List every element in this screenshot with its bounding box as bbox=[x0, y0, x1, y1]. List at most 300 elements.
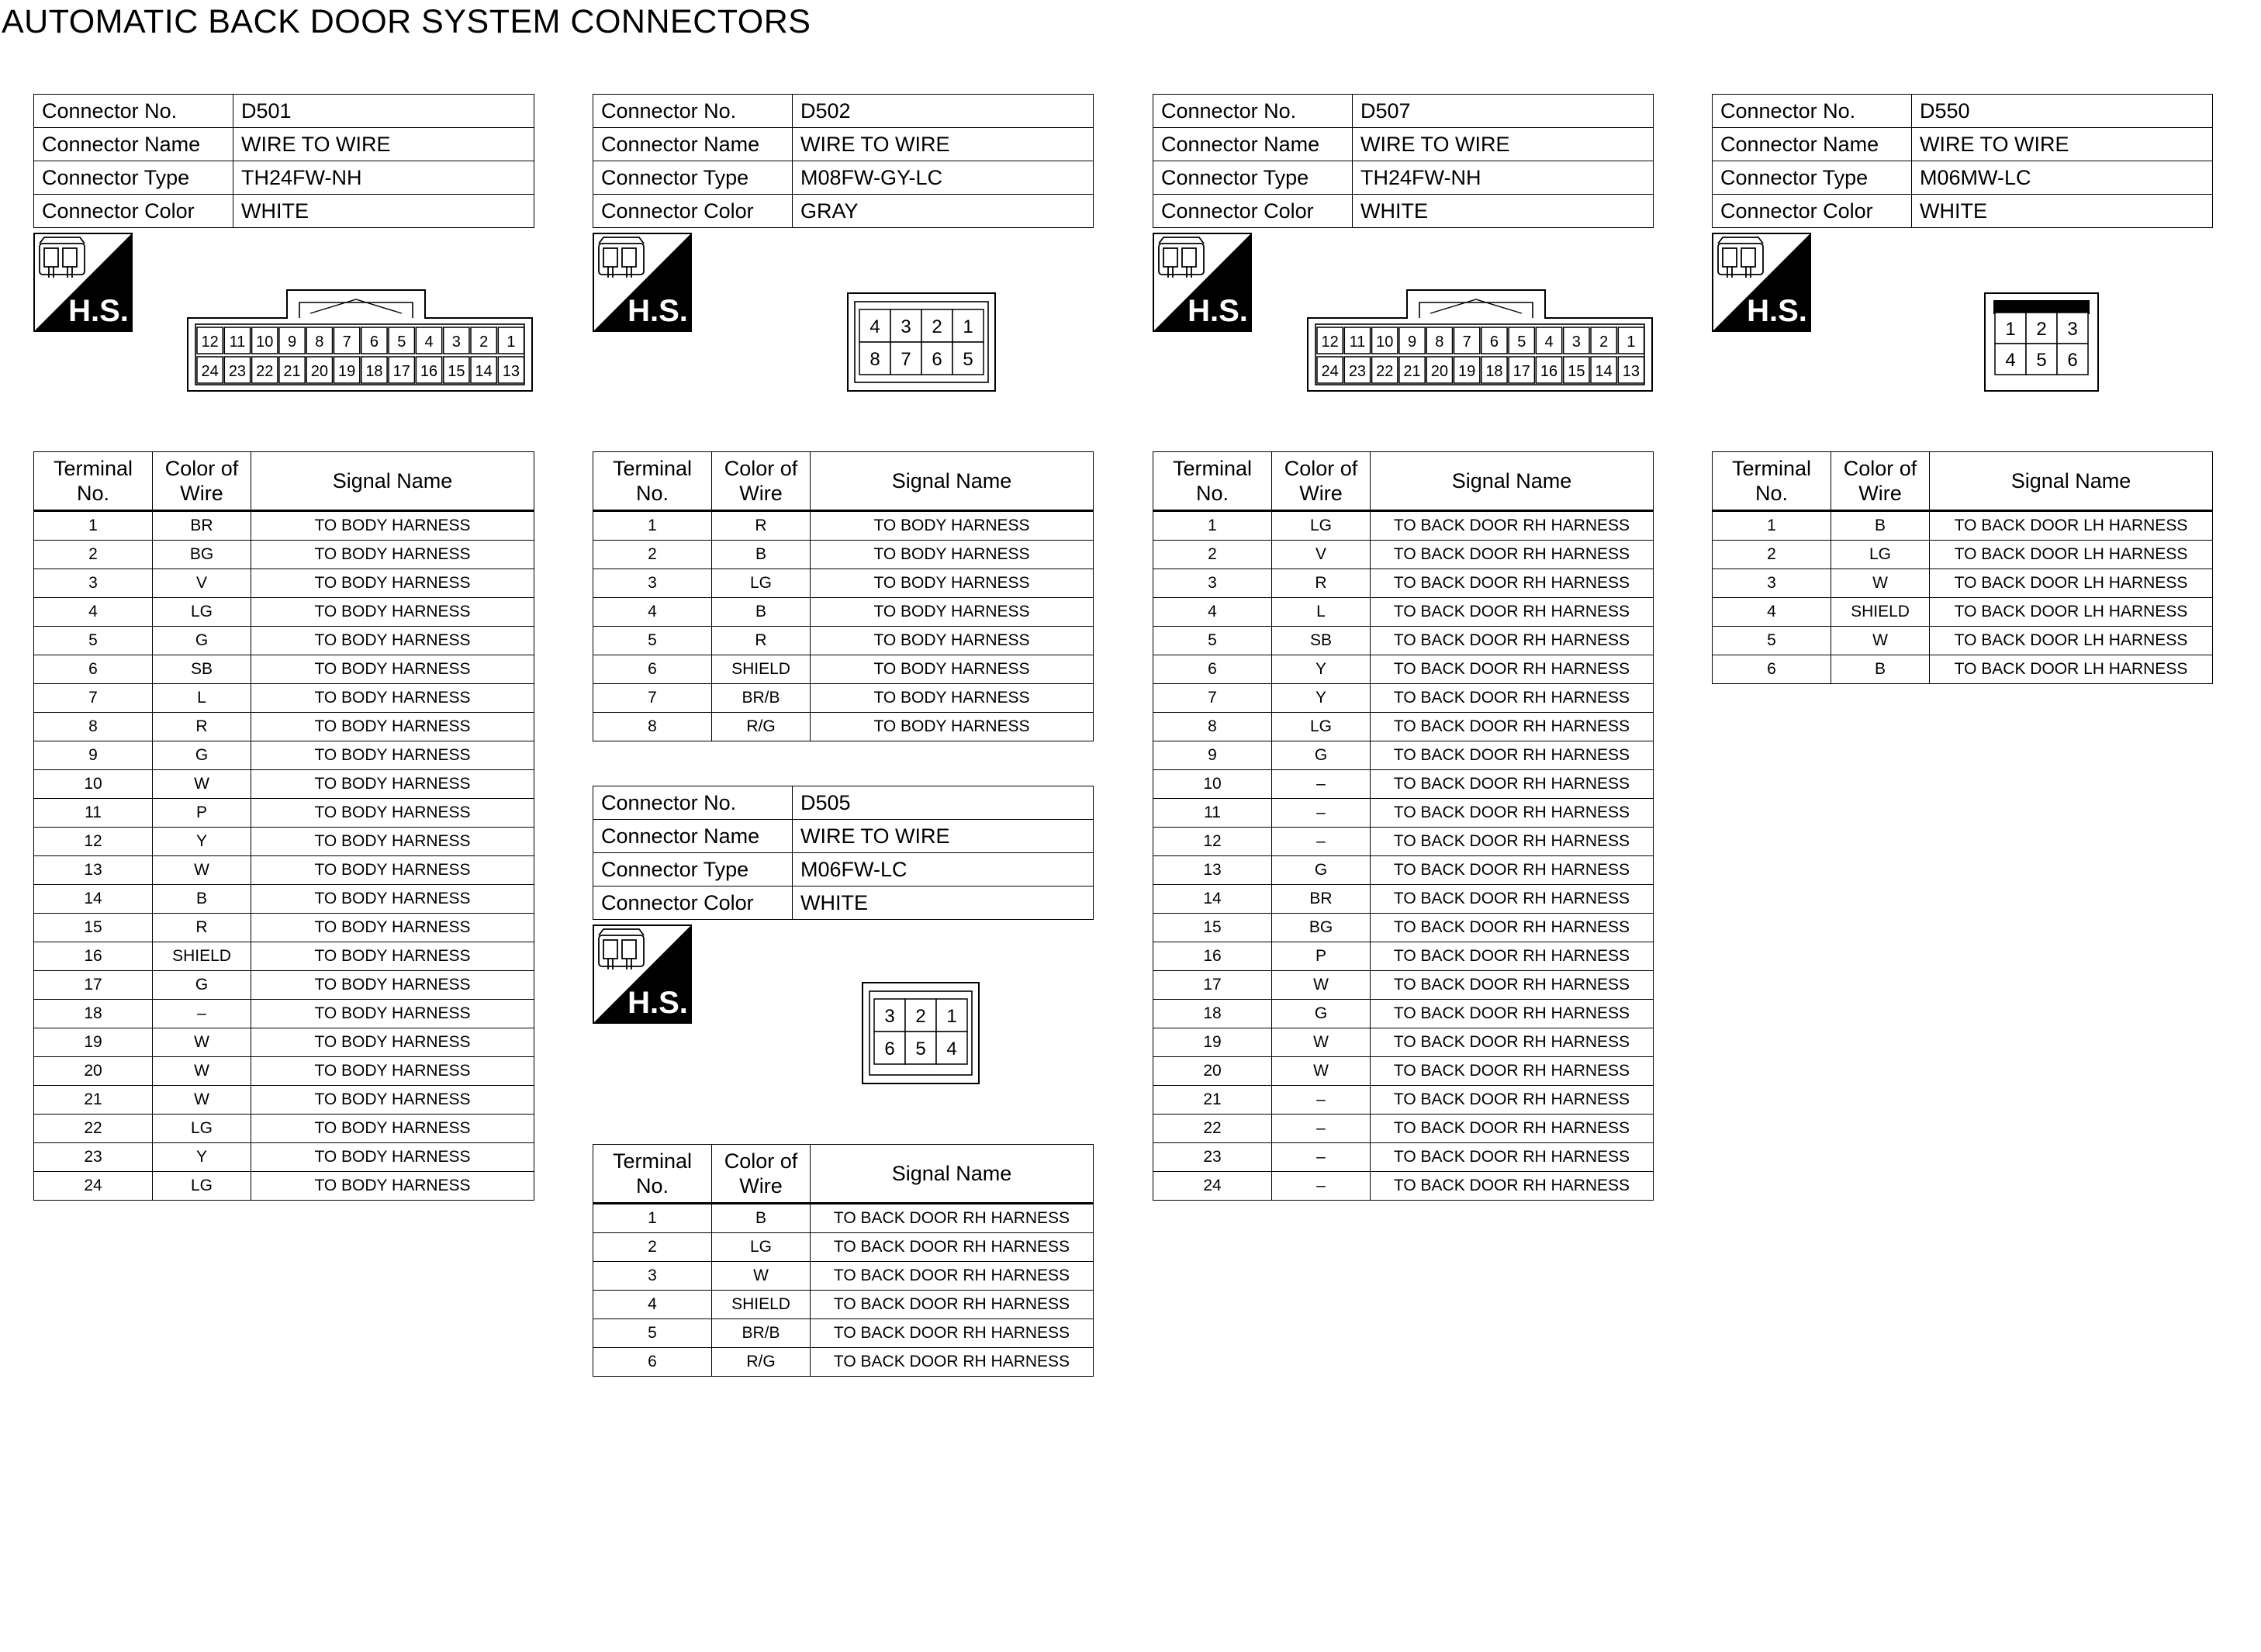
table-row bbox=[1153, 569, 1654, 598]
harness-side-badge bbox=[33, 233, 133, 332]
terminal-no-cell: 16 bbox=[1153, 942, 1272, 971]
wire-color-cell: R bbox=[712, 627, 811, 655]
table-row bbox=[1713, 569, 2213, 598]
terminal-no-cell: 9 bbox=[1153, 741, 1272, 770]
terminal-pin-label: 2 bbox=[932, 316, 942, 337]
terminal-no-cell: 3 bbox=[593, 1262, 712, 1291]
connector-info-table bbox=[1712, 94, 2213, 228]
wire-color-cell: BR/B bbox=[712, 684, 811, 713]
connector-color-value: WHITE bbox=[233, 195, 534, 228]
table-row bbox=[34, 655, 534, 684]
wire-color-cell: G bbox=[153, 627, 251, 655]
table-row bbox=[34, 541, 534, 569]
terminal-no-cell: 24 bbox=[34, 1172, 153, 1201]
wire-color-cell: W bbox=[1272, 1057, 1371, 1086]
terminal-pin-label: 12 bbox=[1321, 334, 1339, 351]
signal-name-cell: TO BACK DOOR RH HARNESS bbox=[1371, 598, 1654, 627]
wire-color-cell: B bbox=[712, 1204, 811, 1233]
terminal-pin-label: 3 bbox=[451, 334, 461, 351]
wire-color-cell: G bbox=[1272, 1000, 1371, 1028]
terminal-no-cell: 5 bbox=[593, 627, 712, 655]
table-row bbox=[1153, 1028, 1654, 1057]
terminal-no-cell: 4 bbox=[1713, 598, 1831, 627]
terminal-no-cell: 1 bbox=[593, 511, 712, 541]
wire-color-cell: LG bbox=[153, 598, 251, 627]
wire-color-cell: W bbox=[1272, 971, 1371, 1000]
signal-name-cell: TO BODY HARNESS bbox=[251, 741, 534, 770]
wire-color-cell: – bbox=[1272, 1172, 1371, 1201]
connector-info-table bbox=[1153, 94, 1654, 228]
table-row bbox=[1713, 627, 2213, 655]
wire-color-cell: Y bbox=[1272, 684, 1371, 713]
signal-name-header: Signal Name bbox=[1930, 452, 2213, 511]
color-of-wire-header: Color of Wire bbox=[1272, 452, 1371, 511]
connector-color-value: GRAY bbox=[793, 195, 1094, 228]
connector-name-row bbox=[1153, 128, 1654, 161]
signal-name-cell: TO BODY HARNESS bbox=[251, 1115, 534, 1143]
signal-name-cell: TO BACK DOOR LH HARNESS bbox=[1930, 598, 2213, 627]
signal-name-cell: TO BODY HARNESS bbox=[251, 684, 534, 713]
harness-side-badge bbox=[593, 924, 692, 1024]
table-row bbox=[1713, 655, 2213, 684]
connector-type-row bbox=[34, 161, 534, 195]
signal-name-cell: TO BODY HARNESS bbox=[251, 569, 534, 598]
terminal-pin-label: 22 bbox=[1376, 363, 1394, 380]
connector-no-label: Connector No. bbox=[34, 95, 233, 128]
connector-info-table bbox=[593, 94, 1094, 228]
connector-type-label: Connector Type bbox=[34, 161, 233, 195]
terminal-pin-label: 20 bbox=[1430, 363, 1448, 380]
wire-color-cell: R/G bbox=[712, 713, 811, 741]
terminal-pin-label: 19 bbox=[1458, 363, 1476, 380]
signal-name-cell: TO BODY HARNESS bbox=[811, 627, 1094, 655]
signal-name-cell: TO BACK DOOR RH HARNESS bbox=[1371, 1057, 1654, 1086]
terminal-pin-label: 10 bbox=[256, 334, 274, 351]
terminal-pin-label: 22 bbox=[256, 363, 274, 380]
signal-name-cell: TO BACK DOOR RH HARNESS bbox=[811, 1204, 1094, 1233]
terminal-no-cell: 5 bbox=[593, 1319, 712, 1348]
table-row bbox=[34, 1000, 534, 1028]
wire-color-cell: SB bbox=[1272, 627, 1371, 655]
connector-name-row bbox=[593, 820, 1094, 853]
wire-color-cell: SB bbox=[153, 655, 251, 684]
terminal-no-cell: 18 bbox=[1153, 1000, 1272, 1028]
terminal-no-cell: 1 bbox=[1153, 511, 1272, 541]
terminal-no-cell: 2 bbox=[593, 541, 712, 569]
connector-name-label: Connector Name bbox=[593, 820, 793, 853]
connector-no-row bbox=[1153, 95, 1654, 128]
terminal-no-cell: 14 bbox=[34, 885, 153, 914]
signal-name-cell: TO BODY HARNESS bbox=[811, 569, 1094, 598]
connector-type-value: M06FW-LC bbox=[793, 853, 1094, 886]
table-row bbox=[34, 770, 534, 799]
connector-no-row bbox=[593, 95, 1094, 128]
signal-name-cell: TO BODY HARNESS bbox=[251, 856, 534, 885]
signal-name-cell: TO BODY HARNESS bbox=[811, 684, 1094, 713]
terminal-no-cell: 11 bbox=[1153, 799, 1272, 828]
signal-name-cell: TO BODY HARNESS bbox=[251, 914, 534, 942]
terminal-no-cell: 8 bbox=[1153, 713, 1272, 741]
terminal-no-cell: 4 bbox=[593, 1291, 712, 1319]
wire-color-cell: R bbox=[153, 914, 251, 942]
wire-color-cell: W bbox=[153, 770, 251, 799]
connector-name-label: Connector Name bbox=[34, 128, 233, 161]
terminal-table-header bbox=[593, 1145, 1094, 1204]
connector-name-label: Connector Name bbox=[1713, 128, 1912, 161]
connector-type-value: M08FW-GY-LC bbox=[793, 161, 1094, 195]
wire-color-cell: Y bbox=[153, 828, 251, 856]
signal-name-cell: TO BACK DOOR RH HARNESS bbox=[1371, 569, 1654, 598]
table-row bbox=[34, 1086, 534, 1115]
connector-type-row bbox=[1713, 161, 2213, 195]
terminal-no-header: Terminal No. bbox=[593, 1145, 712, 1204]
terminal-pin-label: 1 bbox=[506, 334, 516, 351]
wire-color-cell: LG bbox=[153, 1115, 251, 1143]
terminal-no-header: Terminal No. bbox=[1153, 452, 1272, 511]
wire-color-cell: – bbox=[1272, 799, 1371, 828]
connector-no-value: D505 bbox=[793, 786, 1094, 820]
terminal-no-cell: 3 bbox=[1713, 569, 1831, 598]
connector-color-row bbox=[34, 195, 534, 228]
terminal-pin-label: 3 bbox=[901, 316, 911, 337]
terminal-no-cell: 1 bbox=[34, 511, 153, 541]
terminal-pin-label: 12 bbox=[201, 334, 219, 351]
terminal-no-cell: 23 bbox=[34, 1143, 153, 1172]
terminal-no-cell: 4 bbox=[34, 598, 153, 627]
terminal-pin-label: 6 bbox=[884, 1039, 895, 1059]
color-of-wire-header: Color of Wire bbox=[1831, 452, 1930, 511]
wire-color-cell: LG bbox=[1831, 541, 1930, 569]
wire-color-cell: W bbox=[1831, 627, 1930, 655]
table-row bbox=[593, 1204, 1094, 1233]
terminal-no-cell: 6 bbox=[1713, 655, 1831, 684]
terminal-no-cell: 6 bbox=[593, 655, 712, 684]
wire-color-cell: W bbox=[1272, 1028, 1371, 1057]
terminal-no-cell: 19 bbox=[34, 1028, 153, 1057]
hs-label: H.S. bbox=[627, 294, 688, 328]
wire-color-cell: B bbox=[1831, 655, 1930, 684]
table-row bbox=[34, 627, 534, 655]
connector-color-label: Connector Color bbox=[1713, 195, 1912, 228]
connector-no-label: Connector No. bbox=[593, 786, 793, 820]
signal-name-cell: TO BACK DOOR RH HARNESS bbox=[1371, 541, 1654, 569]
wire-color-cell: SHIELD bbox=[712, 1291, 811, 1319]
table-row bbox=[593, 627, 1094, 655]
terminal-no-cell: 15 bbox=[1153, 914, 1272, 942]
terminal-pin-label: 1 bbox=[946, 1006, 957, 1027]
harness-side-badge bbox=[1153, 233, 1252, 332]
terminal-no-cell: 3 bbox=[34, 569, 153, 598]
table-row bbox=[1153, 713, 1654, 741]
connector-color-label: Connector Color bbox=[593, 195, 793, 228]
connector-no-row bbox=[34, 95, 534, 128]
terminal-pin-label: 4 bbox=[1544, 334, 1554, 351]
wire-color-cell: R/G bbox=[712, 1348, 811, 1377]
terminal-pin-label: 23 bbox=[228, 363, 247, 380]
connector-type-label: Connector Type bbox=[593, 853, 793, 886]
signal-name-cell: TO BODY HARNESS bbox=[251, 541, 534, 569]
wire-color-cell: – bbox=[1272, 1143, 1371, 1172]
signal-name-cell: TO BACK DOOR RH HARNESS bbox=[1371, 1172, 1654, 1201]
wire-color-cell: BG bbox=[153, 541, 251, 569]
wire-color-cell: Y bbox=[153, 1143, 251, 1172]
wire-color-cell: L bbox=[153, 684, 251, 713]
terminal-pin-label: 24 bbox=[201, 363, 219, 380]
wire-color-cell: W bbox=[1831, 569, 1930, 598]
terminal-no-cell: 10 bbox=[1153, 770, 1272, 799]
terminal-pin-label: 15 bbox=[1568, 363, 1585, 380]
signal-name-cell: TO BACK DOOR LH HARNESS bbox=[1930, 569, 2213, 598]
hs-label: H.S. bbox=[1188, 294, 1248, 328]
connector-color-row bbox=[593, 195, 1094, 228]
terminal-no-header: Terminal No. bbox=[1713, 452, 1831, 511]
terminal-no-cell: 22 bbox=[34, 1115, 153, 1143]
wire-color-cell: B bbox=[712, 541, 811, 569]
connector-name-value: WIRE TO WIRE bbox=[793, 128, 1094, 161]
connector-info-table bbox=[593, 786, 1094, 920]
signal-name-cell: TO BODY HARNESS bbox=[251, 598, 534, 627]
connector-type-label: Connector Type bbox=[593, 161, 793, 195]
signal-name-cell: TO BACK DOOR RH HARNESS bbox=[1371, 942, 1654, 971]
wire-color-cell: P bbox=[153, 799, 251, 828]
terminal-pin-label: 13 bbox=[1622, 363, 1640, 380]
table-row bbox=[34, 598, 534, 627]
terminal-no-cell: 5 bbox=[1713, 627, 1831, 655]
terminal-no-cell: 7 bbox=[593, 684, 712, 713]
terminal-pin-label: 9 bbox=[1407, 334, 1417, 351]
connector-color-value: WHITE bbox=[793, 886, 1094, 920]
connector-face-diagram bbox=[1984, 292, 2099, 392]
connector-type-label: Connector Type bbox=[1153, 161, 1353, 195]
wire-color-cell: G bbox=[153, 741, 251, 770]
terminal-table bbox=[1712, 451, 2213, 684]
terminal-table-header bbox=[593, 452, 1094, 511]
terminal-no-cell: 4 bbox=[1153, 598, 1272, 627]
terminal-no-cell: 3 bbox=[593, 569, 712, 598]
terminal-pin-label: 24 bbox=[1321, 363, 1339, 380]
signal-name-cell: TO BACK DOOR RH HARNESS bbox=[1371, 885, 1654, 914]
signal-name-cell: TO BODY HARNESS bbox=[251, 799, 534, 828]
terminal-pin-label: 18 bbox=[1485, 363, 1503, 380]
table-row bbox=[1153, 885, 1654, 914]
terminal-no-cell: 5 bbox=[1153, 627, 1272, 655]
wire-color-cell: BR/B bbox=[712, 1319, 811, 1348]
connector-type-row bbox=[1153, 161, 1654, 195]
table-row bbox=[593, 598, 1094, 627]
terminal-no-cell: 17 bbox=[1153, 971, 1272, 1000]
terminal-pin-label: 1 bbox=[2005, 319, 2016, 340]
terminal-pin-label: 6 bbox=[1489, 334, 1499, 351]
terminal-table bbox=[33, 451, 534, 1201]
table-row bbox=[593, 1262, 1094, 1291]
signal-name-cell: TO BODY HARNESS bbox=[251, 1143, 534, 1172]
terminal-pin-label: 15 bbox=[448, 363, 465, 380]
terminal-no-cell: 7 bbox=[1153, 684, 1272, 713]
terminal-pin-label: 17 bbox=[392, 363, 410, 380]
terminal-pin-label: 4 bbox=[946, 1039, 957, 1059]
wire-color-cell: R bbox=[1272, 569, 1371, 598]
wire-color-cell: – bbox=[1272, 1086, 1371, 1115]
terminal-pin-label: 5 bbox=[2036, 350, 2047, 371]
terminal-no-cell: 13 bbox=[1153, 856, 1272, 885]
table-row bbox=[1153, 1086, 1654, 1115]
terminal-pin-label: 19 bbox=[338, 363, 356, 380]
signal-name-cell: TO BODY HARNESS bbox=[251, 627, 534, 655]
connector-face-diagram bbox=[847, 292, 996, 392]
signal-name-cell: TO BODY HARNESS bbox=[251, 1000, 534, 1028]
connector-name-value: WIRE TO WIRE bbox=[1912, 128, 2213, 161]
wire-color-cell: W bbox=[153, 1057, 251, 1086]
wire-color-cell: BR bbox=[153, 511, 251, 541]
connector-no-value: D507 bbox=[1353, 95, 1654, 128]
terminal-pin-label: 18 bbox=[365, 363, 383, 380]
terminal-pin-label: 8 bbox=[315, 334, 324, 351]
signal-name-cell: TO BACK DOOR RH HARNESS bbox=[1371, 511, 1654, 541]
signal-name-header: Signal Name bbox=[1371, 452, 1654, 511]
connector-no-label: Connector No. bbox=[1153, 95, 1353, 128]
terminal-pin-label: 6 bbox=[932, 349, 942, 370]
terminal-no-cell: 2 bbox=[1153, 541, 1272, 569]
table-row bbox=[593, 569, 1094, 598]
wire-color-cell: R bbox=[712, 511, 811, 541]
wire-color-cell: SHIELD bbox=[153, 942, 251, 971]
wire-color-cell: LG bbox=[153, 1172, 251, 1201]
terminal-no-cell: 2 bbox=[34, 541, 153, 569]
terminal-pin-label: 6 bbox=[2067, 350, 2078, 371]
wire-color-cell: BR bbox=[1272, 885, 1371, 914]
signal-name-cell: TO BODY HARNESS bbox=[251, 942, 534, 971]
wire-color-cell: V bbox=[1272, 541, 1371, 569]
table-row bbox=[34, 569, 534, 598]
terminal-no-cell: 6 bbox=[1153, 655, 1272, 684]
wire-color-cell: LG bbox=[712, 569, 811, 598]
connector-type-label: Connector Type bbox=[1713, 161, 1912, 195]
terminal-pin-label: 1 bbox=[1627, 334, 1636, 351]
signal-name-header: Signal Name bbox=[251, 452, 534, 511]
table-row bbox=[34, 684, 534, 713]
signal-name-cell: TO BODY HARNESS bbox=[251, 655, 534, 684]
terminal-no-header: Terminal No. bbox=[593, 452, 712, 511]
signal-name-cell: TO BACK DOOR LH HARNESS bbox=[1930, 541, 2213, 569]
table-row bbox=[593, 655, 1094, 684]
connector-no-label: Connector No. bbox=[1713, 95, 1912, 128]
signal-name-cell: TO BODY HARNESS bbox=[811, 713, 1094, 741]
terminal-table-header bbox=[1713, 452, 2213, 511]
signal-name-cell: TO BODY HARNESS bbox=[251, 885, 534, 914]
signal-name-cell: TO BACK DOOR RH HARNESS bbox=[811, 1319, 1094, 1348]
terminal-pin-label: 8 bbox=[869, 349, 880, 370]
terminal-no-header: Terminal No. bbox=[34, 452, 153, 511]
signal-name-cell: TO BODY HARNESS bbox=[251, 1086, 534, 1115]
hs-label: H.S. bbox=[627, 986, 688, 1020]
terminal-no-cell: 21 bbox=[1153, 1086, 1272, 1115]
table-row bbox=[1153, 770, 1654, 799]
signal-name-cell: TO BACK DOOR RH HARNESS bbox=[1371, 627, 1654, 655]
connector-no-label: Connector No. bbox=[593, 95, 793, 128]
connector-name-value: WIRE TO WIRE bbox=[793, 820, 1094, 853]
connector-color-label: Connector Color bbox=[1153, 195, 1353, 228]
harness-side-badge bbox=[1712, 233, 1811, 332]
wire-color-cell: LG bbox=[1272, 511, 1371, 541]
terminal-table-header bbox=[34, 452, 534, 511]
hs-label: H.S. bbox=[1747, 294, 1807, 328]
table-row bbox=[34, 885, 534, 914]
terminal-pin-label: 5 bbox=[915, 1039, 926, 1059]
signal-name-cell: TO BACK DOOR RH HARNESS bbox=[1371, 971, 1654, 1000]
table-row bbox=[593, 1291, 1094, 1319]
terminal-no-cell: 7 bbox=[34, 684, 153, 713]
terminal-pin-label: 16 bbox=[420, 363, 438, 380]
signal-name-cell: TO BODY HARNESS bbox=[251, 971, 534, 1000]
signal-name-cell: TO BACK DOOR RH HARNESS bbox=[1371, 684, 1654, 713]
signal-name-cell: TO BACK DOOR RH HARNESS bbox=[1371, 1115, 1654, 1143]
signal-name-cell: TO BODY HARNESS bbox=[251, 770, 534, 799]
connector-no-value: D501 bbox=[233, 95, 534, 128]
wire-color-cell: B bbox=[1831, 511, 1930, 541]
terminal-no-cell: 21 bbox=[34, 1086, 153, 1115]
terminal-no-cell: 1 bbox=[1713, 511, 1831, 541]
connector-type-value: TH24FW-NH bbox=[1353, 161, 1654, 195]
table-row bbox=[34, 971, 534, 1000]
terminal-no-cell: 12 bbox=[1153, 828, 1272, 856]
terminal-pin-label: 21 bbox=[1403, 363, 1421, 380]
connector-name-value: WIRE TO WIRE bbox=[233, 128, 534, 161]
terminal-pin-label: 3 bbox=[1571, 334, 1581, 351]
connector-color-row bbox=[593, 886, 1094, 920]
table-row bbox=[1153, 1000, 1654, 1028]
signal-name-header: Signal Name bbox=[811, 452, 1094, 511]
signal-name-header: Signal Name bbox=[811, 1145, 1094, 1204]
signal-name-cell: TO BODY HARNESS bbox=[811, 541, 1094, 569]
terminal-pin-label: 3 bbox=[2067, 319, 2078, 340]
signal-name-cell: TO BACK DOOR RH HARNESS bbox=[1371, 1086, 1654, 1115]
signal-name-cell: TO BACK DOOR LH HARNESS bbox=[1930, 655, 2213, 684]
terminal-no-cell: 6 bbox=[593, 1348, 712, 1377]
signal-name-cell: TO BACK DOOR RH HARNESS bbox=[1371, 914, 1654, 942]
wire-color-cell: V bbox=[153, 569, 251, 598]
connector-name-label: Connector Name bbox=[593, 128, 793, 161]
wire-color-cell: – bbox=[1272, 828, 1371, 856]
signal-name-cell: TO BACK DOOR RH HARNESS bbox=[1371, 799, 1654, 828]
table-row bbox=[593, 1233, 1094, 1262]
signal-name-cell: TO BACK DOOR RH HARNESS bbox=[1371, 770, 1654, 799]
table-row bbox=[34, 713, 534, 741]
connector-name-row bbox=[34, 128, 534, 161]
terminal-no-cell: 8 bbox=[593, 713, 712, 741]
signal-name-cell: TO BACK DOOR LH HARNESS bbox=[1930, 627, 2213, 655]
table-row bbox=[1713, 598, 2213, 627]
terminal-pin-label: 20 bbox=[310, 363, 328, 380]
connector-type-row bbox=[593, 161, 1094, 195]
signal-name-cell: TO BACK DOOR RH HARNESS bbox=[811, 1262, 1094, 1291]
terminal-pin-label: 2 bbox=[2036, 319, 2047, 340]
table-row bbox=[34, 1143, 534, 1172]
connector-type-value: TH24FW-NH bbox=[233, 161, 534, 195]
terminal-table bbox=[593, 451, 1094, 741]
wire-color-cell: W bbox=[153, 1086, 251, 1115]
terminal-pin-label: 2 bbox=[1599, 334, 1609, 351]
terminal-no-cell: 10 bbox=[34, 770, 153, 799]
wire-color-cell: B bbox=[712, 598, 811, 627]
table-row bbox=[1153, 655, 1654, 684]
table-row bbox=[1713, 541, 2213, 569]
harness-side-badge bbox=[593, 233, 692, 332]
table-row bbox=[34, 1115, 534, 1143]
wire-color-cell: G bbox=[1272, 856, 1371, 885]
signal-name-cell: TO BACK DOOR RH HARNESS bbox=[1371, 856, 1654, 885]
table-row bbox=[34, 799, 534, 828]
terminal-no-cell: 17 bbox=[34, 971, 153, 1000]
